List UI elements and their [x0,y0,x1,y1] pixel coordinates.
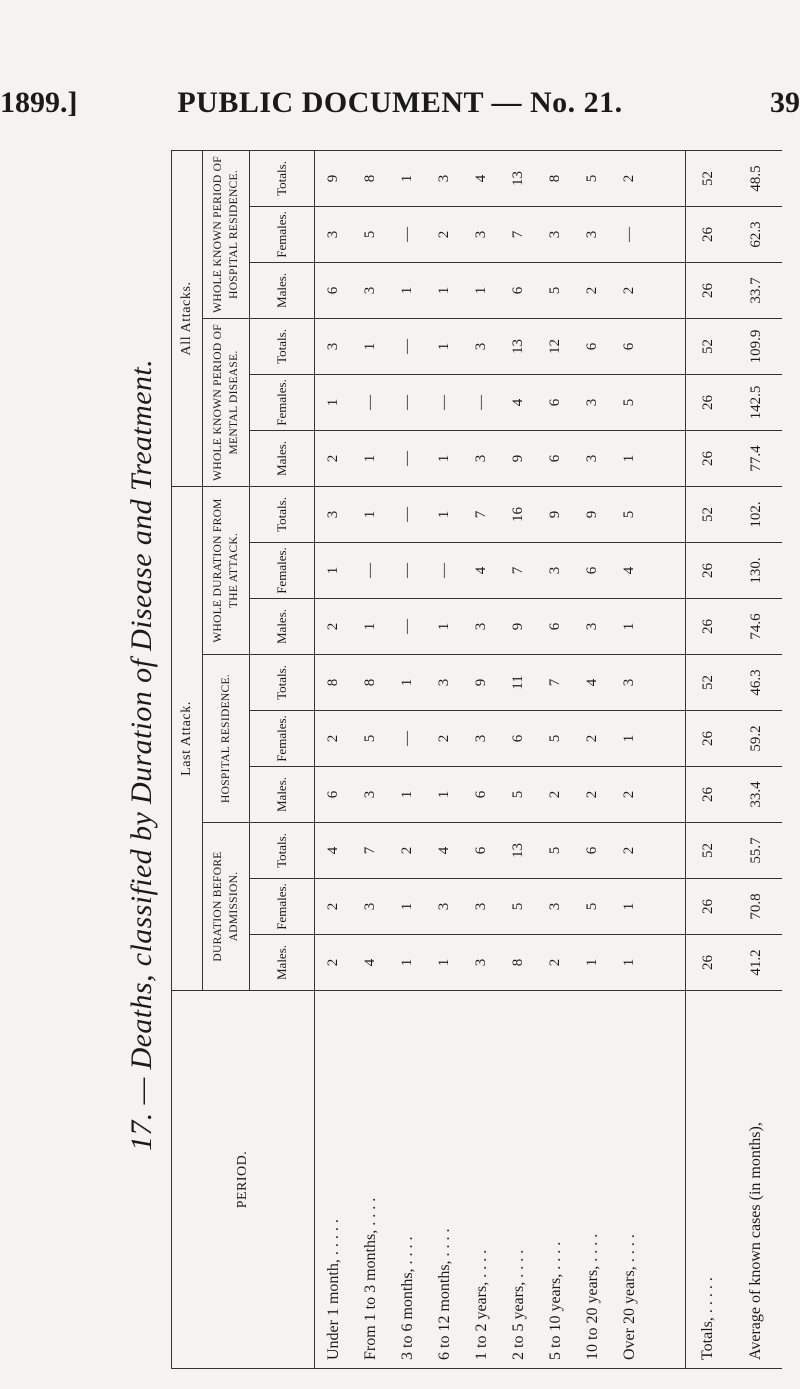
table-cell: 8 [500,935,537,991]
column-header-t: Totals. [250,486,315,542]
table-cell: 5 [352,206,389,262]
table-cell: 6 [463,767,500,823]
column-header-m: Males. [250,767,315,823]
table-cell: 8 [352,655,389,711]
table-cell: 2 [315,935,353,991]
table-cell: 26 [686,206,731,262]
table-cell: 1 [389,262,426,318]
table-cell: 1 [574,935,611,991]
table-cell: 3 [574,430,611,486]
table-row [611,150,648,1368]
table-cell [648,543,686,599]
table-cell: 1 [352,430,389,486]
table-cell [648,655,686,711]
table-cell: 2 [389,823,426,879]
table-caption: 17. — Deaths, classified by Duration of Disease and Treatment. [125,359,158,1151]
table-cell: — [389,486,426,542]
table-cell: 59.2 [730,711,782,767]
table-cell [648,879,686,935]
column-header-t: Totals. [250,655,315,711]
table-cell: 6 [574,823,611,879]
table-cell: 3 [611,655,648,711]
table-cell: 1 [426,935,463,991]
table-cell [648,150,686,206]
group-all-attacks: All Attacks. [172,150,203,486]
table-cell: 5 [500,879,537,935]
table-cell: 2 [537,935,574,991]
table-cell: 2 [574,711,611,767]
table-cell: 2 [611,823,648,879]
table-cell: 4 [463,150,500,206]
rotated-table-area [115,145,764,1385]
table-cell: 7 [537,655,574,711]
subheader-known-mental-disease: WHOLE KNOWN PERIOD OF MENTAL DISEASE. [203,318,250,486]
table-cell: 26 [686,767,731,823]
table-cell [648,599,686,655]
table-cell: 4 [426,823,463,879]
table-cell: 3 [426,655,463,711]
table-cell: 1 [389,150,426,206]
table-cell: 3 [315,318,353,374]
table-cell: 26 [686,879,731,935]
table-cell: 62.3 [730,206,782,262]
table-cell: 2 [315,430,353,486]
table-cell: 8 [352,150,389,206]
row-label [648,991,686,1369]
row-label: 3 to 6 months, . . . . [389,991,426,1369]
table-cell: 1 [611,430,648,486]
group-last-attack: Last Attack. [172,486,203,990]
table-cell: 9 [574,486,611,542]
table-cell: 6 [315,262,353,318]
table-cell: 3 [574,206,611,262]
table-cell: 3 [315,206,353,262]
subheader-whole-duration-attack: WHOLE DURATION FROM THE ATTACK. [203,486,250,654]
subheader-hospital-residence: HOSPITAL RESIDENCE. [203,655,250,823]
table-row [574,150,611,1368]
table-cell: — [389,543,426,599]
table-cell: 6 [537,599,574,655]
table-cell: 26 [686,599,731,655]
table-cell: 70.8 [730,879,782,935]
table-row [463,150,500,1368]
table-cell: — [352,374,389,430]
column-header-t: Totals. [250,823,315,879]
table-cell: 26 [686,935,731,991]
table-cell: 2 [611,150,648,206]
table-cell [648,767,686,823]
table-cell: — [389,206,426,262]
table-cell [648,486,686,542]
table-cell: 1 [352,599,389,655]
table-cell: 3 [315,486,353,542]
table-cell: 46.3 [730,655,782,711]
table-cell: 1 [352,318,389,374]
table-cell: 3 [463,430,500,486]
subheader-known-hospital-residence: WHOLE KNOWN PERIOD OF HOSPITAL RESIDENCE. [203,150,250,318]
table-cell: 16 [500,486,537,542]
column-header-f: Females. [250,206,315,262]
table-cell: 4 [611,543,648,599]
table-row [537,150,574,1368]
table-cell: 130. [730,543,782,599]
table-cell: 2 [537,767,574,823]
table-cell: 9 [500,430,537,486]
table-row [426,150,463,1368]
column-header-t: Totals. [250,318,315,374]
table-cell: 2 [315,599,353,655]
column-header-f: Females. [250,879,315,935]
table-cell: 33.4 [730,767,782,823]
table-cell: 1 [611,599,648,655]
table-cell: 11 [500,655,537,711]
table-row [500,150,537,1368]
table-cell: 1 [389,935,426,991]
table-cell: 8 [537,150,574,206]
row-label: Over 20 years, . . . . [611,991,648,1369]
table-cell: 74.6 [730,599,782,655]
table-cell: 102. [730,486,782,542]
table-cell: 3 [537,543,574,599]
table-cell: 2 [315,879,353,935]
table-cell: 41.2 [730,935,782,991]
table-cell: 1 [611,879,648,935]
table-cell: 4 [500,374,537,430]
table-cell: 12 [537,318,574,374]
table-cell: 3 [537,206,574,262]
table-cell: — [426,543,463,599]
table-cell: 5 [537,823,574,879]
table-cell: 5 [352,711,389,767]
table-cell: 1 [463,262,500,318]
table-cell: 6 [574,543,611,599]
table-cell [648,262,686,318]
table-cell: 1 [426,767,463,823]
table-cell: 5 [500,767,537,823]
table-cell: 3 [463,318,500,374]
table-cell [648,935,686,991]
column-header-m: Males. [250,262,315,318]
table-cell [648,430,686,486]
table-cell: 1 [389,655,426,711]
table-cell: 9 [537,486,574,542]
table-cell [648,318,686,374]
table-cell: 2 [611,767,648,823]
table-cell: 1 [426,599,463,655]
column-header-m: Males. [250,430,315,486]
period-header: PERIOD. [172,991,315,1369]
table-cell: 5 [611,486,648,542]
table-cell: 3 [426,150,463,206]
table-cell: 26 [686,430,731,486]
table-cell: 1 [426,430,463,486]
table-cell: 4 [574,655,611,711]
table-cell: 5 [574,150,611,206]
row-label: 5 to 10 years, . . . . [537,991,574,1369]
table-cell [648,823,686,879]
table-cell: 5 [574,879,611,935]
table-cell: 26 [686,543,731,599]
table-cell: 2 [574,262,611,318]
table-cell [648,206,686,262]
table-cell: 3 [463,711,500,767]
row-label: 2 to 5 years, . . . . [500,991,537,1369]
page-header [0,0,800,130]
table-cell: 142.5 [730,374,782,430]
table-cell: 1 [389,879,426,935]
table-cell [648,374,686,430]
table-cell: 52 [686,823,731,879]
header-page-number: 39 [770,86,800,119]
table-cell: 13 [500,318,537,374]
table-cell: 8 [315,655,353,711]
column-header-t: Totals. [250,150,315,206]
row-label: 1 to 2 years, . . . . [463,991,500,1369]
table-cell: 7 [500,206,537,262]
table-cell: 13 [500,823,537,879]
table-cell: 3 [463,935,500,991]
table-cell: 3 [426,879,463,935]
table-row [686,150,731,1368]
table-cell: 3 [352,262,389,318]
table-cell: 2 [426,206,463,262]
table-cell: — [389,374,426,430]
table-cell: 2 [574,767,611,823]
row-label: Average of known cases (in months), [730,991,782,1369]
table-cell: 52 [686,655,731,711]
table-cell: — [389,599,426,655]
table-cell: 7 [463,486,500,542]
table-cell: 4 [315,823,353,879]
table-cell: 6 [463,823,500,879]
table-cell: 52 [686,150,731,206]
table-cell: 55.7 [730,823,782,879]
table-cell: 9 [463,655,500,711]
table-cell: — [389,711,426,767]
table-cell: 33.7 [730,262,782,318]
table-cell: 1 [426,318,463,374]
table-cell: 26 [686,711,731,767]
table-cell: 3 [537,879,574,935]
subheader-duration-before-admission: DURATION BEFORE ADMISSION. [203,823,250,991]
table-cell: 6 [500,262,537,318]
table-cell: 7 [500,543,537,599]
header-title: PUBLIC DOCUMENT — No. 21. [177,86,623,119]
table-cell: 48.5 [730,150,782,206]
table-cell: 6 [611,318,648,374]
table-cell: 9 [500,599,537,655]
table-cell: 1 [426,262,463,318]
table-cell: — [352,543,389,599]
table-cell: 1 [426,486,463,542]
table-cell: 26 [686,374,731,430]
table-cell: — [389,430,426,486]
table-cell: 3 [352,879,389,935]
table-cell: 6 [537,430,574,486]
row-label: Totals, . . . . . [686,991,731,1369]
table-cell: 2 [611,262,648,318]
column-header-f: Females. [250,711,315,767]
row-label: 6 to 12 months, . . . . [426,991,463,1369]
table-cell: 1 [389,767,426,823]
table-row [352,150,389,1368]
table-cell: — [426,374,463,430]
table-cell: 2 [315,711,353,767]
table-cell: 4 [352,935,389,991]
table-cell: 52 [686,486,731,542]
table-cell: 5 [537,711,574,767]
table-row [648,150,686,1368]
table-cell: — [463,374,500,430]
column-header-m: Males. [250,599,315,655]
table-cell: 109.9 [730,318,782,374]
table-cell: 6 [500,711,537,767]
column-header-f: Females. [250,543,315,599]
header-year: 1899.] [0,86,78,119]
table-cell: 1 [611,711,648,767]
table-cell: — [389,318,426,374]
table-cell: 3 [463,879,500,935]
table-cell: 1 [611,935,648,991]
table-cell: 3 [574,374,611,430]
table-cell: 13 [500,150,537,206]
table-cell: 3 [463,599,500,655]
column-header-m: Males. [250,935,315,991]
table-cell: 3 [463,206,500,262]
table-cell: 4 [463,543,500,599]
row-label: From 1 to 3 months, . . . . [352,991,389,1369]
row-label: 10 to 20 years, . . . . [574,991,611,1369]
table-cell: 6 [315,767,353,823]
table-cell: 3 [574,599,611,655]
table-cell [648,711,686,767]
table-cell: 1 [352,486,389,542]
table-cell: 5 [611,374,648,430]
table-cell: 7 [352,823,389,879]
table-cell: 5 [537,262,574,318]
table-cell: — [611,206,648,262]
table-cell: 2 [426,711,463,767]
deaths-duration-table [171,150,782,1369]
table-cell: 9 [315,150,353,206]
table-cell: 3 [352,767,389,823]
table-cell: 26 [686,262,731,318]
row-label: Under 1 month, . . . . . [315,991,353,1369]
table-row [315,150,353,1368]
table-cell: 6 [537,374,574,430]
table-row [389,150,426,1368]
table-row [730,150,782,1368]
table-cell: 1 [315,374,353,430]
table-cell: 6 [574,318,611,374]
column-header-f: Females. [250,374,315,430]
table-cell: 77.4 [730,430,782,486]
table-cell: 1 [315,543,353,599]
table-cell: 52 [686,318,731,374]
